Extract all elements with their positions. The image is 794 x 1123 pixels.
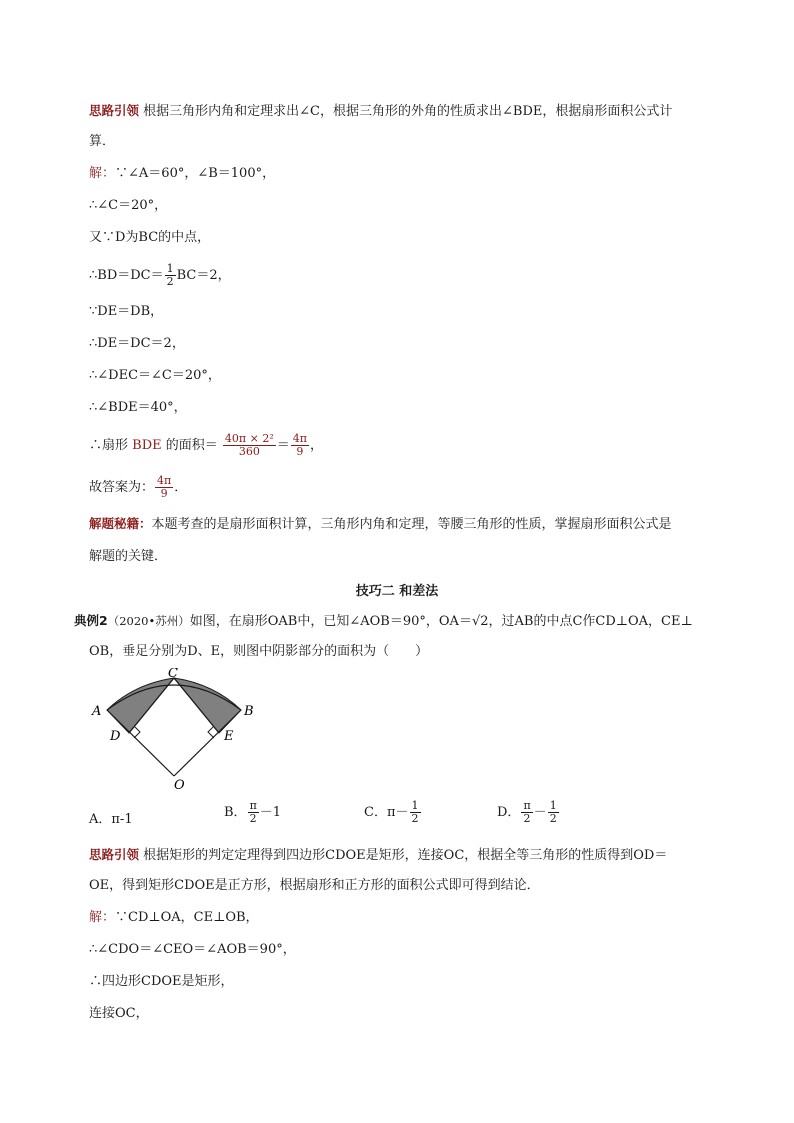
- solution-label: 解：: [89, 910, 116, 925]
- sector-name: BDE: [132, 438, 162, 453]
- fraction-denominator: 2: [549, 812, 557, 825]
- example-label: 典例2: [74, 613, 108, 628]
- solution-text: ∴DE＝DC＝2，: [89, 336, 185, 351]
- shaded-region-left: [107, 678, 174, 733]
- option-a-text: π-1: [111, 812, 133, 827]
- solution-line-5: [89, 303, 734, 321]
- answer-fraction: [155, 475, 173, 500]
- solution-text: 又∵D为BC的中点，: [89, 230, 211, 245]
- fraction-result: [291, 433, 309, 458]
- option-d-minus: －: [533, 805, 547, 820]
- fraction-numerator: 1: [411, 799, 419, 812]
- solution-text: ∴∠BDE＝40°，: [89, 400, 187, 415]
- solution-text: ∵DE＝DB，: [89, 304, 164, 319]
- solution-line-9: [89, 433, 734, 458]
- hint-paragraph-2-cont: [89, 877, 734, 895]
- option-c[interactable]: [364, 800, 422, 825]
- solution-text: ∴∠C＝20°，: [89, 198, 168, 213]
- option-b-label: B．: [224, 805, 247, 820]
- option-d-label: D．: [497, 805, 521, 820]
- equals-sign: ＝: [276, 438, 290, 453]
- fraction-numerator: 40π × 2²: [224, 432, 274, 445]
- solution-text: ∴四边形CDOE是矩形，: [89, 974, 234, 989]
- label-a: A: [92, 704, 102, 719]
- fraction-numerator: 4π: [157, 474, 172, 487]
- fraction-denominator: 9: [296, 445, 304, 458]
- solution-line-6: [89, 335, 734, 353]
- shaded-region-right: [174, 678, 241, 733]
- label-c: C: [168, 668, 178, 681]
- label-e: E: [224, 729, 234, 744]
- solution-line-4: [89, 263, 734, 288]
- solution-line-7: [89, 367, 734, 385]
- option-d[interactable]: [497, 800, 560, 825]
- option-c-text: π－: [386, 805, 409, 820]
- option-b[interactable]: [224, 800, 281, 825]
- example-2-question: [74, 612, 734, 631]
- solution-line-1: [89, 165, 734, 183]
- sector-figure: [88, 668, 268, 790]
- right-angle-mark-d: [134, 727, 140, 738]
- label-o: O: [174, 778, 185, 790]
- solution-text: BC＝2，: [176, 268, 231, 283]
- option-a[interactable]: [89, 808, 133, 827]
- solution-text: ∵CD⊥OA，CE⊥OB，: [115, 910, 259, 925]
- fraction-numerator: 1: [549, 799, 557, 812]
- solution-text: ∴BD＝DC＝: [89, 268, 164, 283]
- fraction-denominator: 360: [238, 445, 260, 458]
- fraction-area: [223, 433, 276, 458]
- fraction-denominator: 2: [523, 812, 531, 825]
- secret-paragraph-cont: [89, 548, 734, 566]
- option-d-fraction-2: [548, 800, 559, 825]
- label-d: D: [110, 729, 121, 744]
- hint-text-cont: 算．: [89, 134, 116, 149]
- hint-text-cont: OE，得到矩形CDOE是正方形，根据扇形和正方形的面积公式即可得到结论．: [89, 878, 540, 893]
- fraction-denominator: 9: [160, 487, 168, 500]
- option-b-text: －1: [259, 805, 282, 820]
- secret-text: 本题考查的是扇形面积计算，三角形内角和定理，等腰三角形的性质，掌握扇形面积公式是: [151, 517, 672, 532]
- hint-paragraph-2: [89, 846, 734, 865]
- solution-2-line-4: [89, 1005, 734, 1023]
- solution-text: ∴扇形: [89, 438, 129, 453]
- fraction-numerator: π: [523, 799, 531, 812]
- section-title: 技巧二 和差法: [355, 584, 439, 599]
- solution-text: ．: [174, 480, 188, 495]
- option-c-fraction: [410, 800, 421, 825]
- fraction-numerator: 4π: [292, 432, 308, 445]
- solution-text: ，: [310, 438, 324, 453]
- label-b: B: [244, 704, 254, 719]
- fraction-denominator: 2: [166, 275, 174, 288]
- solution-line-3: [89, 229, 734, 247]
- option-d-fraction-1: [521, 800, 532, 825]
- secret-paragraph: [89, 515, 734, 534]
- fraction-denominator: 2: [249, 812, 257, 825]
- answer-label: 故答案为：: [89, 480, 155, 495]
- hint-text: 根据三角形内角和定理求出∠C，根据三角形的外角的性质求出∠BDE，根据扇形面积公式计: [143, 104, 673, 119]
- solution-2-line-1: [89, 909, 734, 927]
- solution-2-line-2: [89, 941, 734, 959]
- example-2-question-cont: [89, 643, 734, 661]
- secret-text-cont: 解题的关键．: [89, 549, 168, 564]
- solution-line-2: [89, 197, 734, 215]
- solution-text: ∴∠CDO＝∠CEO＝∠AOB＝90°，: [89, 942, 296, 957]
- fraction-denominator: 2: [411, 812, 419, 825]
- solution-2-line-3: [89, 973, 734, 991]
- right-angle-mark-e: [208, 727, 214, 738]
- answer-line: [89, 475, 734, 500]
- solution-label: 解：: [89, 166, 116, 181]
- fraction-half: [165, 263, 176, 288]
- question-text-cont: OB，垂足分别为D、E，则图中阴影部分的面积为（ ）: [89, 644, 429, 659]
- example-source: （2020•苏州）: [107, 614, 190, 628]
- solution-text: ∴∠DEC＝∠C＝20°，: [89, 368, 221, 383]
- solution-text: ∵∠A＝60°，∠B＝100°，: [115, 166, 276, 181]
- option-a-label: A．: [89, 812, 112, 827]
- hint-text: 根据矩形的判定定理得到四边形CDOE是矩形，连接OC，根据全等三角形的性质得到OD＝: [143, 848, 668, 863]
- hint-paragraph-1: [89, 102, 734, 121]
- option-c-label: C．: [364, 805, 387, 820]
- fraction-numerator: π: [249, 799, 257, 812]
- solution-line-8: [89, 399, 734, 417]
- fraction-numerator: 1: [166, 262, 174, 275]
- option-b-fraction: [248, 800, 259, 825]
- question-text: 如图，在扇形OAB中，已知∠AOB＝90°，OA＝√2，过AB的中点C作CD⊥OA，CE⊥: [189, 614, 693, 629]
- solution-text: 的面积＝: [165, 438, 218, 453]
- hint-label: 思路引领: [89, 847, 140, 862]
- hint-label: 思路引领: [89, 103, 140, 118]
- hint-paragraph-1-cont: [89, 133, 734, 151]
- secret-label: 解题秘籍：: [89, 516, 152, 531]
- solution-text: 连接OC，: [89, 1006, 149, 1021]
